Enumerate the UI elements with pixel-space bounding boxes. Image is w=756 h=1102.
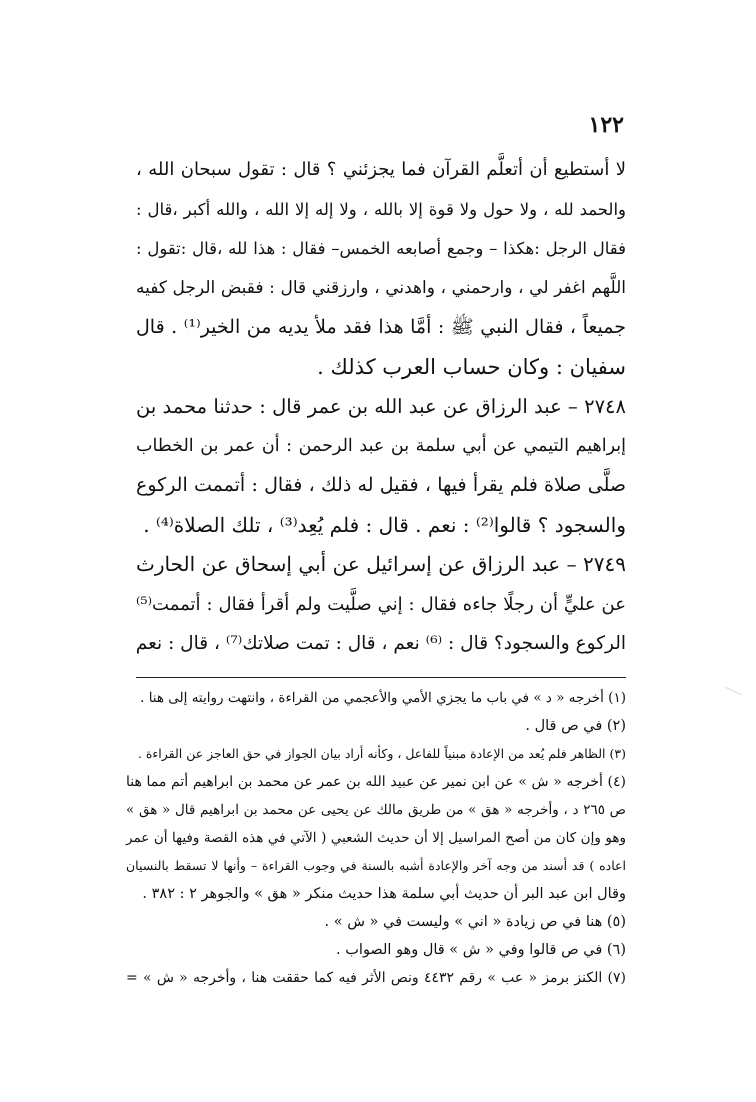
- main-line: صلَّى صلاة فلم يقرأ فيها ، فقيل له ذلك ، فقال : أتممت الركوع: [136, 474, 626, 496]
- footnote-3: (٣) الظاهر فلم يُعد من الإعادة مبنياً للفاعل ، وكأنه أراد بيان الجواز في حق العاجز عن القراءة .: [137, 746, 626, 761]
- footnote-7: (٧) الكنز برمز « عب » رقم ٤٤٣٢ ونص الأثر فيه كما حققت هنا ، وأخرجه « ش » =: [126, 970, 626, 986]
- hadith-2748-line: ٢٧٤٨ – عبد الرزاق عن عبد الله بن عمر قال : حدثنا محمد بن: [136, 395, 626, 418]
- footnote-divider: [136, 677, 626, 678]
- footnotes: [126, 684, 626, 992]
- footnote-6: (٦) في ص قالوا وفي « ش » قال وهو الصواب .: [336, 942, 626, 958]
- main-line: الركوع والسجود؟ قال : ⁽⁶⁾ نعم ، قال : تمت صلاتك⁽⁷⁾ ، قال : نعم: [135, 633, 626, 654]
- main-line: لا أستطيع أن أتعلَّم القرآن فما يجزئني ؟ قال : تقول سبحان الله ،: [136, 159, 626, 180]
- hadith-2749-line: ٢٧٤٩ – عبد الرزاق عن إسرائيل عن أبي إسحاق عن الحارث: [136, 552, 626, 576]
- footnote-4-cont: وقال ابن عبد البر أن حديث أبي سلمة هذا حديث منكر « هق » والجوهر ٢ : ٣٨٢ .: [142, 886, 626, 902]
- footnote-4-cont: وهو وإن كان من أصح المراسيل إلا أن حديث الشعبي ( الآتي في هذه القصة وفيها أن عمر: [126, 830, 626, 846]
- main-line: جميعاً ، فقال النبي ﷺ : أمَّا هذا فقد ملأ يديه من الخير⁽¹⁾ . قال: [136, 316, 626, 338]
- main-line: سفيان : وكان حساب العرب كذلك .: [317, 354, 626, 379]
- main-line: فقال الرجل :هكذا – وجمع أصابعه الخمس– فقال : هذا لله ،قال :تقول :: [136, 239, 626, 258]
- footnote-4: (٤) أخرجه « ش » عن ابن نمير عن عبيد الله بن عمر عن محمد بن ابراهيم أتم مما هنا: [126, 774, 626, 790]
- main-line: عن عليٍّ أن رجلًا جاءه فقال : إني صلَّيت ولم أقرأ فقال : أتممت⁽⁵⁾: [136, 593, 626, 615]
- footnote-4-cont: ص ٢٦٥ د ، وأخرجه « هق » من طريق مالك عن يحيى عن محمد بن ابراهيم قال « هق »: [126, 802, 626, 818]
- main-line: والحمد لله ، ولا حول ولا قوة إلا بالله ، ولا إله إلا الله ، والله أكبر ،قال :: [136, 199, 626, 219]
- footnote-2: (٢) في ص قال .: [525, 718, 626, 734]
- footnote-1: (١) أخرجه « د » في باب ما يجزي الأمي والأعجمي من القراءة ، وانتهت روايته إلى هنا .: [140, 690, 626, 706]
- main-line: اللَّهم اغفر لي ، وارحمني ، واهدني ، وارزقني قال : فقبض الرجل كفيه: [136, 277, 626, 298]
- page-number: ١٢٢: [588, 112, 624, 138]
- margin-mark: [720, 687, 742, 706]
- main-line: إبراهيم التيمي عن أبي سلمة بن عبد الرحمن : أن عمر بن الخطاب: [136, 435, 626, 456]
- main-text: [136, 150, 626, 664]
- footnote-4-cont: اعاده ) قد أسند من وجه آخر والإعادة أشبه بالسنة في وجوب القراءة – وأنها لا تسقط بالنسيان: [126, 858, 626, 873]
- footnote-5: (٥) هنا في ص زيادة « اني » وليست في « ش » .: [324, 914, 626, 930]
- main-line: والسجود ؟ قالوا⁽²⁾ : نعم . قال : فلم يُعِد⁽³⁾ ، تلك الصلاة⁽⁴⁾ .: [143, 512, 626, 537]
